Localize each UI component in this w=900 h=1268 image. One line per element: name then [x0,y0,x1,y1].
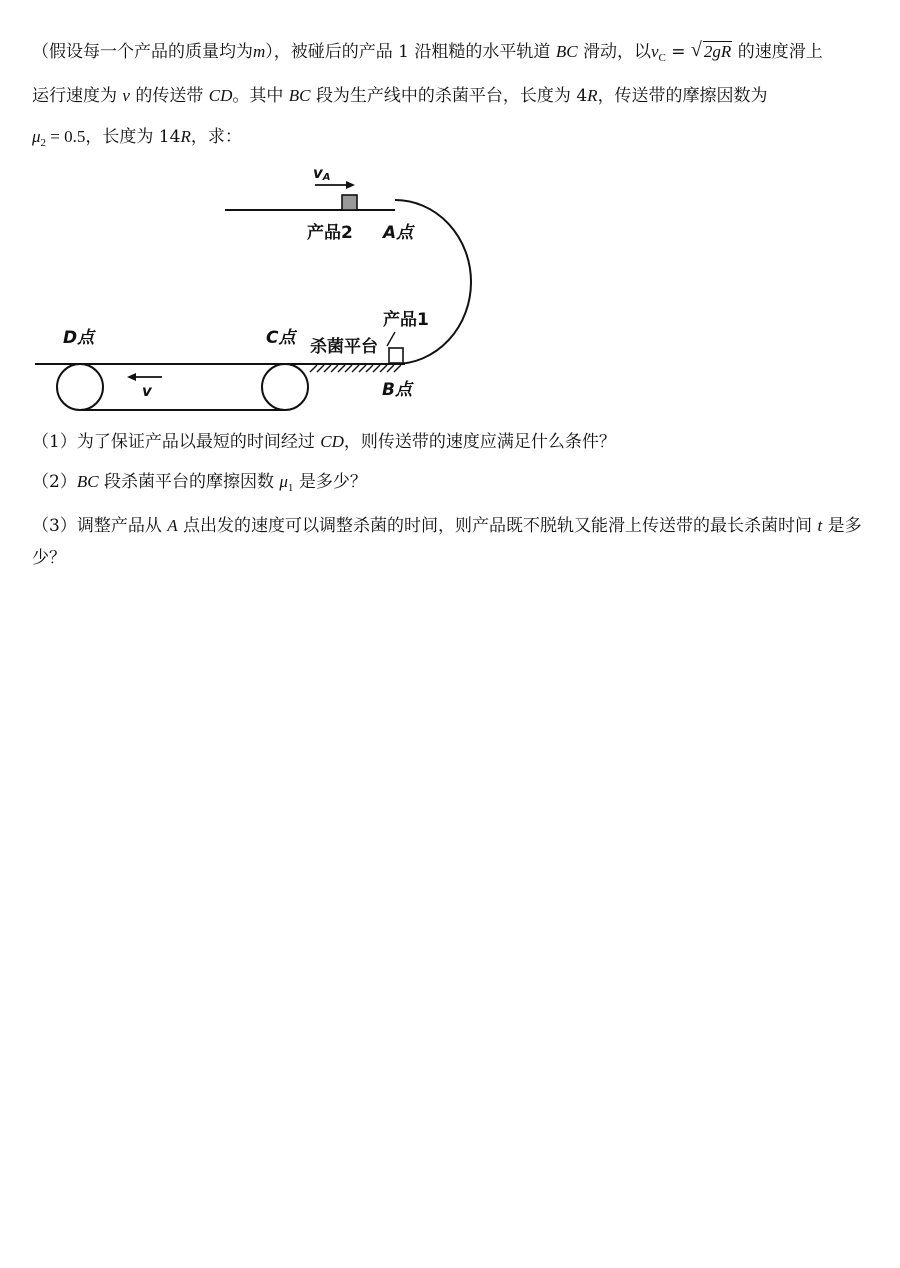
math-v: v [122,86,130,105]
text-segment: 滑动，以 [582,42,651,62]
hatch-mark [387,365,394,372]
point-c-label: C点 [266,328,296,348]
paragraph-line-3 [32,125,242,155]
hatch-mark [310,365,317,372]
math-cd: CD [320,432,344,451]
question-text: 点出发的速度可以调整杀菌的时间，则产品既不脱轨又能滑上传送带的最长杀菌时间 [183,516,813,536]
product-1-label: 产品1 [383,310,429,330]
text-segment: ，传送带的摩擦因数为 [597,86,768,106]
sqrt-expression [691,40,732,64]
math-bc: BC [288,86,311,105]
point-d-label: D点 [63,328,95,348]
va-arrowhead-icon [346,181,355,189]
belt-v-label: v [142,382,152,400]
question-text: 是多少？ [298,472,367,492]
question-text: 是多少？ [32,516,862,568]
question-text: 为了保证产品以最短的时间经过 [76,432,315,452]
text-segment: ，长度为 14 [85,127,181,147]
hatch-mark [380,365,387,372]
math-mu2 [32,127,47,149]
question-text: 调整产品从 [76,516,162,536]
text-segment: ），被碰后的产品 1 沿粗糙的水平轨道 [265,42,551,62]
math-r: R [587,86,598,105]
text-segment: 的传送带 [135,86,204,106]
question-2 [32,466,877,504]
hatch-mark [324,365,331,372]
hatch-mark [373,365,380,372]
text-segment: （假设每一个产品的质量均为 [32,42,253,62]
hatch-mark [317,365,324,372]
sterilization-platform-hatch [310,365,401,372]
text-segment: ，求： [190,127,242,147]
hatch-mark [366,365,373,372]
va-label: vA [313,164,331,183]
radicand: 2gR [703,42,732,61]
left-roller [57,364,103,410]
question-number: （3） [32,516,77,536]
radical-icon: √ [690,39,702,61]
math-bc: BC [555,42,578,61]
question-3 [32,510,877,574]
hatch-mark [345,365,352,372]
physics-diagram [0,155,900,420]
belt-arrowhead-icon [127,373,136,381]
product-2-block [342,195,357,210]
math-r: R [180,127,191,146]
paragraph-line-1 [32,40,823,70]
hatch-mark [352,365,359,372]
text-segment: 段为生产线中的杀菌平台，长度为 4 [315,86,588,106]
question-number: （2） [32,472,77,492]
product-2-label: 产品2 [307,223,353,243]
mu-symbol: μ [32,127,41,146]
mu-subscript: 1 [287,482,294,494]
math-cd: CD [208,86,233,105]
question-text: 段杀菌平台的摩擦因数 [103,472,274,492]
text-segment: 。其中 [232,86,284,106]
product-1-block [389,348,403,363]
equals-sign: = [665,42,691,62]
vc-symbol: v [650,42,659,61]
math-mu1 [279,472,294,494]
paragraph-line-2 [32,84,768,108]
vc-subscript: C [658,52,666,64]
math-vc [650,42,666,64]
platform-label: 杀菌平台 [310,337,378,357]
mu2-value: = 0.5 [46,127,86,146]
mu-subscript: 2 [40,137,47,149]
text-segment: 运行速度为 [32,86,117,106]
math-m: m [253,42,266,61]
mu-symbol: μ [279,472,288,491]
hatch-mark [359,365,366,372]
question-text: ，则传送带的速度应满足什么条件？ [343,432,616,452]
product-1-pointer [387,332,395,346]
point-a-label: A点 [383,223,414,243]
point-b-label: B点 [382,380,412,400]
text-segment: 的速度滑上 [737,42,823,62]
math-a: A [167,516,178,535]
math-bc: BC [76,472,99,491]
right-roller [262,364,308,410]
hatch-mark [338,365,345,372]
question-number: （1） [32,432,77,452]
hatch-mark [331,365,338,372]
question-1 [32,426,877,458]
hatch-mark [394,365,401,372]
math-t: t [817,516,823,535]
